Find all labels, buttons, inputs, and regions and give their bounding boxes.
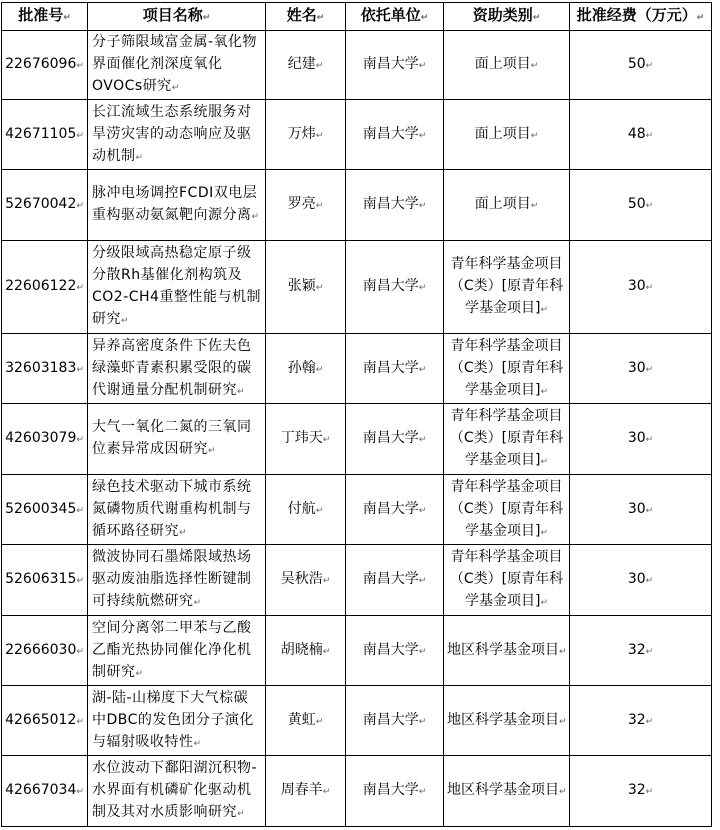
host-unit-cell-text: 南昌大学 <box>362 125 419 142</box>
paragraph-mark: ↵ <box>76 787 84 797</box>
funds-cell-text: 30 <box>627 430 646 446</box>
paragraph-mark: ↵ <box>315 716 324 727</box>
paragraph-mark: ↵ <box>418 364 427 375</box>
host-unit-cell-text: 南昌大学 <box>362 571 419 587</box>
header-unit: 依托单位↵ <box>346 3 444 31</box>
funding-category-cell <box>444 404 570 475</box>
approval-number-cell-text: 22676096 <box>5 56 77 72</box>
paragraph-mark: ↵ <box>76 435 84 445</box>
paragraph-mark: ↵ <box>193 598 202 608</box>
person-name-cell <box>266 686 346 756</box>
funds-cell-text: 48 <box>627 125 646 142</box>
project-title-cell-text: 大气一氧化二氮的三氧同位素异常成因研究 <box>92 419 252 457</box>
project-title-cell <box>88 170 266 241</box>
funds-cell-text: 50 <box>627 196 646 212</box>
approval-number-cell-text: 52670042 <box>5 196 77 212</box>
host-unit-cell-text: 南昌大学 <box>362 641 419 658</box>
funding-category-cell <box>444 31 570 100</box>
person-name-cell <box>266 475 346 545</box>
person-name-cell <box>266 334 346 404</box>
funding-category-cell-text: 青年科学基金项目（C类）[原青年科学基金项目] <box>449 408 564 468</box>
funding-category-cell-text: 青年科学基金项目（C类）[原青年科学基金项目] <box>449 337 564 398</box>
project-title-cell <box>88 756 266 827</box>
paragraph-mark: ↵ <box>645 716 654 727</box>
project-title-cell <box>88 404 266 475</box>
table-row <box>2 241 712 334</box>
funding-category-cell <box>444 170 570 241</box>
funds-cell-text: 30 <box>627 278 646 294</box>
person-name-cell <box>266 545 346 616</box>
header-name: 姓名↵ <box>266 3 346 31</box>
project-title-cell-text: 绿色技术驱动下城市系统氮磷物质代谢重构机制与循环路径研究 <box>92 478 252 539</box>
person-name-cell <box>266 100 346 170</box>
paragraph-mark: ↵ <box>418 716 427 727</box>
paragraph-mark: ↵ <box>418 646 427 657</box>
paragraph-mark: ↵ <box>179 527 188 538</box>
funds-cell-text: 32 <box>627 782 646 798</box>
table-row <box>2 756 712 827</box>
paragraph-mark: ↵ <box>559 787 567 797</box>
paragraph-mark: ↵ <box>237 386 246 397</box>
person-name-cell <box>266 241 346 334</box>
paragraph-mark: ↵ <box>418 787 427 797</box>
table-row <box>2 404 712 475</box>
table-row <box>2 334 712 404</box>
paragraph-mark: ↵ <box>645 130 654 141</box>
approval-number-cell-text: 52606315 <box>5 571 77 587</box>
host-unit-cell <box>346 404 444 475</box>
project-title-cell <box>88 334 266 404</box>
person-name-cell-text: 黄虹 <box>287 711 316 728</box>
paragraph-mark: ↵ <box>315 61 324 71</box>
table-row <box>2 170 712 241</box>
project-title-cell <box>88 241 266 334</box>
funding-category-cell <box>444 616 570 686</box>
project-title-cell <box>88 545 266 616</box>
approval-number-cell <box>2 334 88 404</box>
paragraph-mark: ↵ <box>645 505 654 516</box>
project-title-cell-text: 长江流域生态系统服务对旱涝灾害的动态响应及驱动机制 <box>92 103 252 164</box>
project-title-cell-text: 湖-陆-山梯度下大气棕碳中DBC的发色团分子演化与辐射吸收特性 <box>92 689 254 750</box>
host-unit-cell-text: 南昌大学 <box>362 56 419 72</box>
paragraph-mark: ↵ <box>76 61 84 71</box>
funding-category-cell-text: 面上项目 <box>474 125 531 142</box>
paragraph-mark: ↵ <box>121 316 130 326</box>
host-unit-cell <box>346 545 444 616</box>
project-title-cell <box>88 100 266 170</box>
paragraph-mark: ↵ <box>322 787 331 797</box>
paragraph-mark: ↵ <box>540 305 548 315</box>
paragraph-mark: ↵ <box>645 201 654 211</box>
person-name-cell <box>266 170 346 241</box>
host-unit-cell-text: 南昌大学 <box>362 500 419 517</box>
approval-number-cell <box>2 545 88 616</box>
person-name-cell-text: 丁玮天 <box>280 430 323 446</box>
project-title-cell-text: 分子筛限域富金属-氧化物界面催化剂深度氧化OVOCs研究 <box>92 34 258 94</box>
header-project-name: 项目名称↵ <box>88 3 266 31</box>
funds-cell <box>570 100 712 170</box>
paragraph-mark: ↵ <box>540 598 548 608</box>
funding-category-cell-text: 青年科学基金项目（C类）[原青年科学基金项目] <box>449 478 564 539</box>
funding-category-cell <box>444 100 570 170</box>
host-unit-cell-text: 南昌大学 <box>362 430 419 446</box>
person-name-cell <box>266 756 346 827</box>
paragraph-mark: ↵ <box>645 435 654 445</box>
paragraph-mark: ↵ <box>171 83 180 93</box>
table-row <box>2 31 712 100</box>
approval-number-cell <box>2 404 88 475</box>
funds-cell <box>570 545 712 616</box>
funding-category-cell <box>444 475 570 545</box>
table-row <box>2 616 712 686</box>
funds-cell <box>570 241 712 334</box>
person-name-cell-text: 纪建 <box>287 56 316 72</box>
paragraph-mark: ↵ <box>237 809 246 819</box>
funding-category-cell <box>444 241 570 334</box>
paragraph-mark: ↵ <box>315 364 324 375</box>
paragraph-mark: ↵ <box>76 364 84 375</box>
funds-cell-text: 32 <box>627 711 646 728</box>
project-title-cell <box>88 475 266 545</box>
funds-cell-text: 30 <box>627 571 646 587</box>
funds-cell <box>570 616 712 686</box>
approval-number-cell <box>2 686 88 756</box>
person-name-cell <box>266 31 346 100</box>
paragraph-mark: ↵ <box>559 646 567 657</box>
approval-number-cell <box>2 616 88 686</box>
host-unit-cell-text: 南昌大学 <box>362 711 419 728</box>
funds-cell-text: 30 <box>627 500 646 517</box>
funding-category-cell-text: 地区科学基金项目 <box>447 711 559 728</box>
table-row <box>2 475 712 545</box>
host-unit-cell <box>346 756 444 827</box>
funding-category-cell <box>444 756 570 827</box>
paragraph-mark: ↵ <box>645 576 654 586</box>
paragraph-mark: ↵ <box>530 130 539 141</box>
host-unit-cell <box>346 241 444 334</box>
person-name-cell-text: 胡晓楠 <box>280 641 323 658</box>
host-unit-cell <box>346 100 444 170</box>
paragraph-mark: ↵ <box>418 576 427 586</box>
host-unit-cell <box>346 686 444 756</box>
paragraph-mark: ↵ <box>315 505 324 516</box>
paragraph-mark: ↵ <box>315 201 324 211</box>
host-unit-cell <box>346 31 444 100</box>
paragraph-mark: ↵ <box>76 201 84 211</box>
paragraph-mark: ↵ <box>559 716 567 727</box>
paragraph-mark: ↵ <box>251 212 260 222</box>
project-title-cell-text: 脉冲电场调控FCDI双电层重构驱动氨氮靶向源分离 <box>92 185 258 223</box>
approval-number-cell-text: 42665012 <box>5 711 77 728</box>
paragraph-mark: ↵ <box>76 283 84 293</box>
paragraph-mark: ↵ <box>645 787 654 797</box>
approval-number-cell-text: 22606122 <box>5 278 77 294</box>
header-category: 资助类别↵ <box>444 3 570 31</box>
paragraph-mark: ↵ <box>322 435 331 445</box>
approval-number-cell-text: 32603183 <box>5 359 77 376</box>
funds-cell-text: 50 <box>627 56 646 72</box>
header-approval-no: 批准号↵ <box>2 3 88 31</box>
paragraph-mark: ↵ <box>322 646 331 657</box>
person-name-cell <box>266 404 346 475</box>
person-name-cell-text: 张颖 <box>287 278 316 294</box>
paragraph-mark: ↵ <box>540 527 548 538</box>
funding-category-cell-text: 面上项目 <box>474 56 531 72</box>
project-title-cell-text: 空间分离邻二甲苯与乙酸乙酯光热协同催化净化机制研究 <box>92 619 252 680</box>
host-unit-cell <box>346 616 444 686</box>
paragraph-mark: ↵ <box>76 130 84 141</box>
approval-number-cell <box>2 241 88 334</box>
funds-cell <box>570 756 712 827</box>
person-name-cell-text: 付航 <box>287 500 316 517</box>
paragraph-mark: ↵ <box>645 646 654 657</box>
project-title-cell <box>88 31 266 100</box>
approval-number-cell <box>2 170 88 241</box>
paragraph-mark: ↵ <box>645 364 654 375</box>
paragraph-mark: ↵ <box>193 738 202 749</box>
host-unit-cell-text: 南昌大学 <box>362 278 419 294</box>
project-title-cell-text: 异养高密度条件下佐夫色绿藻虾青素积累受限的碳代谢通量分配机制研究 <box>92 337 252 398</box>
funds-cell <box>570 31 712 100</box>
host-unit-cell <box>346 475 444 545</box>
funding-category-cell-text: 地区科学基金项目 <box>447 641 559 658</box>
project-title-cell-text: 微波协同石墨烯限域热场驱动废油脂选择性断键制可持续航燃研究 <box>92 549 252 609</box>
funding-category-cell <box>444 545 570 616</box>
approval-number-cell <box>2 475 88 545</box>
paragraph-mark: ↵ <box>540 457 548 467</box>
funds-cell <box>570 475 712 545</box>
person-name-cell-text: 吴秋浩 <box>280 571 323 587</box>
paragraph-mark: ↵ <box>530 201 539 211</box>
host-unit-cell-text: 南昌大学 <box>362 782 419 798</box>
funding-category-cell <box>444 686 570 756</box>
paragraph-mark: ↵ <box>322 576 331 586</box>
paragraph-mark: ↵ <box>76 716 84 727</box>
paragraph-mark: ↵ <box>418 283 427 293</box>
table-body <box>2 31 712 827</box>
table-row <box>2 545 712 616</box>
approval-number-cell-text: 52600345 <box>5 500 77 517</box>
paragraph-mark: ↵ <box>645 61 654 71</box>
approval-number-cell-text: 22666030 <box>5 641 77 658</box>
approval-number-cell-text: 42603079 <box>5 430 77 446</box>
person-name-cell <box>266 616 346 686</box>
funding-category-cell-text: 面上项目 <box>474 196 531 212</box>
approval-number-cell-text: 42667034 <box>5 782 77 798</box>
grant-table <box>1 2 712 827</box>
paragraph-mark: ↵ <box>530 61 539 71</box>
person-name-cell-text: 罗亮 <box>287 196 316 212</box>
paragraph-mark: ↵ <box>208 446 217 456</box>
paragraph-mark: ↵ <box>540 386 548 397</box>
host-unit-cell <box>346 170 444 241</box>
paragraph-mark: ↵ <box>315 283 324 293</box>
project-title-cell-text: 分级限域高热稳定原子级分散Rh基催化剂构筑及CO2-CH4重整性能与机制研究 <box>92 245 261 327</box>
host-unit-cell <box>346 334 444 404</box>
paragraph-mark: ↵ <box>76 505 84 516</box>
host-unit-cell-text: 南昌大学 <box>362 196 419 212</box>
funding-category-cell-text: 青年科学基金项目（C类）[原青年科学基金项目] <box>449 549 564 609</box>
funds-cell <box>570 686 712 756</box>
funds-cell-text: 32 <box>627 641 646 658</box>
paragraph-mark: ↵ <box>418 505 427 516</box>
approval-number-cell <box>2 756 88 827</box>
approval-number-cell <box>2 31 88 100</box>
funds-cell <box>570 170 712 241</box>
paragraph-mark: ↵ <box>76 646 84 657</box>
approval-number-cell <box>2 100 88 170</box>
paragraph-mark: ↵ <box>76 576 84 586</box>
paragraph-mark: ↵ <box>418 61 427 71</box>
funding-category-cell-text: 青年科学基金项目（C类）[原青年科学基金项目] <box>449 256 564 316</box>
funding-category-cell <box>444 334 570 404</box>
header-row <box>2 3 712 31</box>
host-unit-cell-text: 南昌大学 <box>362 359 419 376</box>
approval-number-cell-text: 42671105 <box>5 125 77 142</box>
paragraph-mark: ↵ <box>315 130 324 141</box>
funds-cell <box>570 404 712 475</box>
person-name-cell-text: 孙翰 <box>287 359 316 376</box>
paragraph-mark: ↵ <box>418 130 427 141</box>
paragraph-mark: ↵ <box>418 435 427 445</box>
funds-cell-text: 30 <box>627 359 646 376</box>
table-row <box>2 100 712 170</box>
person-name-cell-text: 周春羊 <box>280 782 323 798</box>
table-row <box>2 686 712 756</box>
person-name-cell-text: 万炜 <box>287 125 316 142</box>
project-title-cell <box>88 686 266 756</box>
project-title-cell <box>88 616 266 686</box>
project-title-cell-text: 水位波动下鄱阳湖沉积物-水界面有机磷矿化驱动机制及其对水质影响研究 <box>92 760 258 820</box>
funds-cell <box>570 334 712 404</box>
funding-category-cell-text: 地区科学基金项目 <box>447 782 559 798</box>
paragraph-mark: ↵ <box>135 152 144 163</box>
paragraph-mark: ↵ <box>135 668 144 679</box>
paragraph-mark: ↵ <box>418 201 427 211</box>
header-funds: 批准经费（万元）↵ <box>570 3 712 31</box>
paragraph-mark: ↵ <box>645 283 654 293</box>
